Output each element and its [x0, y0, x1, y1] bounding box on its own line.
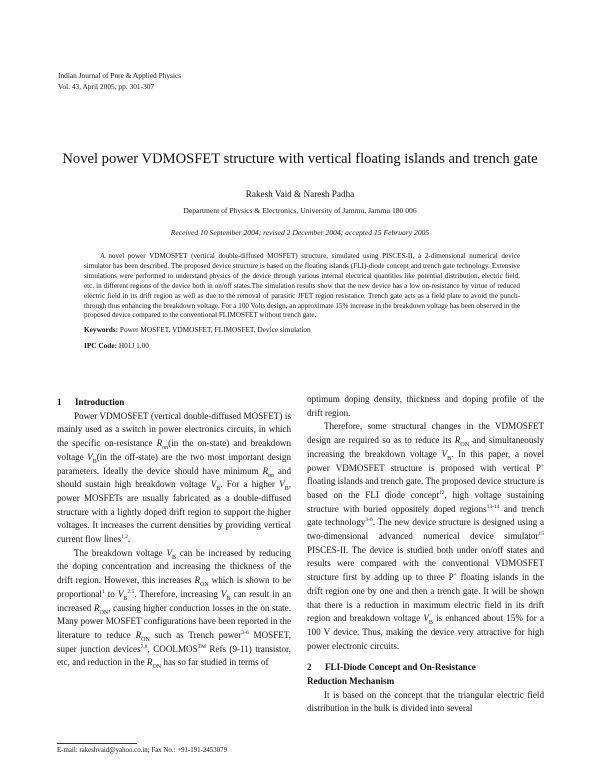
keywords — [84, 325, 311, 334]
section-1-title: Introduction — [75, 397, 125, 407]
body-column-left — [57, 396, 291, 670]
ipc-value: H01J 1.00 — [118, 341, 149, 350]
ipc-label: IPC Code: — [84, 341, 118, 350]
affiliation: Department of Physics & Electronics, University of Jammu, Jammu 180 006 — [183, 206, 417, 215]
paragraph: Therefore, some structural changes in the VDMOSFET design are required so as to reduce its $R_{ON}$ and simultaneously increasing the breakdown voltage $V_B$. In this paper, a novel power VDMOSFET structure is proposed with vertical P+ floating islands and trench gate. The proposed device structure is based on the FLI diode concept$^{12}$, high voltage sustaining structure with buried oppositely doped regions$^{13-14}$ and trench gate technology$^{3-6}$. The new device structure is designed using a two-dimensional advanced numerical device simulator$^{15}$ PISCES-II. The device is studied both under on/off states and results were compared with the conventional VDMOSFET structure first by adding up to three P+ floating islands in the drift region one by one and then a trench gate. It will be shown that there is a reduction in maximum electric field in its drift region and breakdown voltage $V_B$ is enhanced about 15% for a 100 V device. Thus, making the device very attractive for high power electronic circuits. — [307, 421, 545, 651]
footnote-email: E-mail: rakeshvaid@yahoo.co.in; Fax No.: +91-191-2453079 — [57, 747, 228, 754]
journal-name: Indian Journal of Pure & Applied Physics — [58, 71, 182, 80]
keywords-label: Keywords: — [84, 325, 119, 334]
body-column-right — [307, 393, 544, 716]
paragraph: Power VDMOSFET (vertical double-diffused MOSFET) is mainly used as a switch in power electronics circuits, in which the specific on-resistance $R_{on}(in$ the on-state) and breakdown voltage $V_B(in$ the off-state) are the two most important design parameters. Ideally the device should have minimum $R_{on}$ and should sustain high breakdown voltage $V_B$. For a higher $V_B$, power MOSFETs are usually fabricated as a double-diffused structure with a lightly doped drift region to support the higher voltages. It increases the current densities by providing vertical current flow lines$^{1,2}$. — [57, 410, 291, 545]
journal-volume: Vol. 43, April 2005, pp. 301-307 — [58, 82, 155, 91]
section-1-number: 1 — [57, 397, 62, 407]
section-2-title-line1: FLI-Diode Concept and On-Resistance — [325, 662, 476, 673]
footnote-rule — [57, 743, 137, 744]
paragraph: The breakdown voltage $V_B$ can be increased by reducing the doping concentration and increasing the thickness of the drift region. However, this increases $R_{ON}$ which is shown to be proportional$^1$ to $V_B^{2.5}$. Therefore, increasing $V_B$ can result in an increased $R_{ON}$, causing higher conduction losses in the on state. Many power MOSFET configurations have been reported in the literature to reduce $R_{ON}$ such as Trench power$^{3-6}$ MOSFET, super junction devices$^{7,8}$, COOLMOS™ Refs (9-11) transistor, etc, and reduction in the $R_{ON}$ has so far studied in terms of — [57, 547, 291, 671]
paper-title: Novel power VDMOSFET structure with vertical floating islands and trench gate — [62, 151, 538, 167]
keywords-value: Power MOSFET, VDMOSFET, FLIMOSFET, Device simulation — [119, 325, 311, 334]
paragraph: It is based on the concept that the triangular electric field distribution in the bulk is divided into several — [307, 689, 544, 714]
section-1-heading — [57, 396, 291, 410]
received-dates: Received 10 September 2004; revised 2 December 2004; accepted 15 February 2005 — [170, 228, 430, 237]
ipc-code — [84, 341, 149, 350]
section-2-number: 2 — [307, 662, 312, 673]
section-2-title-line2: Reduction Mechanism — [307, 676, 395, 687]
section-2-heading — [307, 661, 544, 688]
paragraph: optimum doping density, thickness and doping profile of the drift region. — [307, 394, 544, 418]
authors: Rakesh Vaid & Naresh Padha — [245, 189, 355, 199]
journal-header — [58, 70, 181, 92]
abstract: A novel power VDMOSFET (vertical double-diffused MOSFET) structure, simulated using PISCES-II, a 2-dimensional numerical device simulator has been described. The proposed device structure is based on the floating islands (FLI)-diode concept and trench gate technology. Extensive simulations were performed to understand physics of the device through various internal electrical quantities like potential distribution, electric field, etc. in different regions of the device both in on/off states.The simulation results show that the new device has a low on-resistance by virtue of reduced electric field in its drift region as well as due to the removal of parasitic JFET region resistance. Trench gate acts as a field plate to avoid the punch-through thus enhancing the breakdown voltage. For a 100 Volts design, an approximate 15% increase in the breakdown voltage has been observed in the proposed device compared to the conventional FLIMOSFET without trench gate. — [84, 252, 520, 320]
